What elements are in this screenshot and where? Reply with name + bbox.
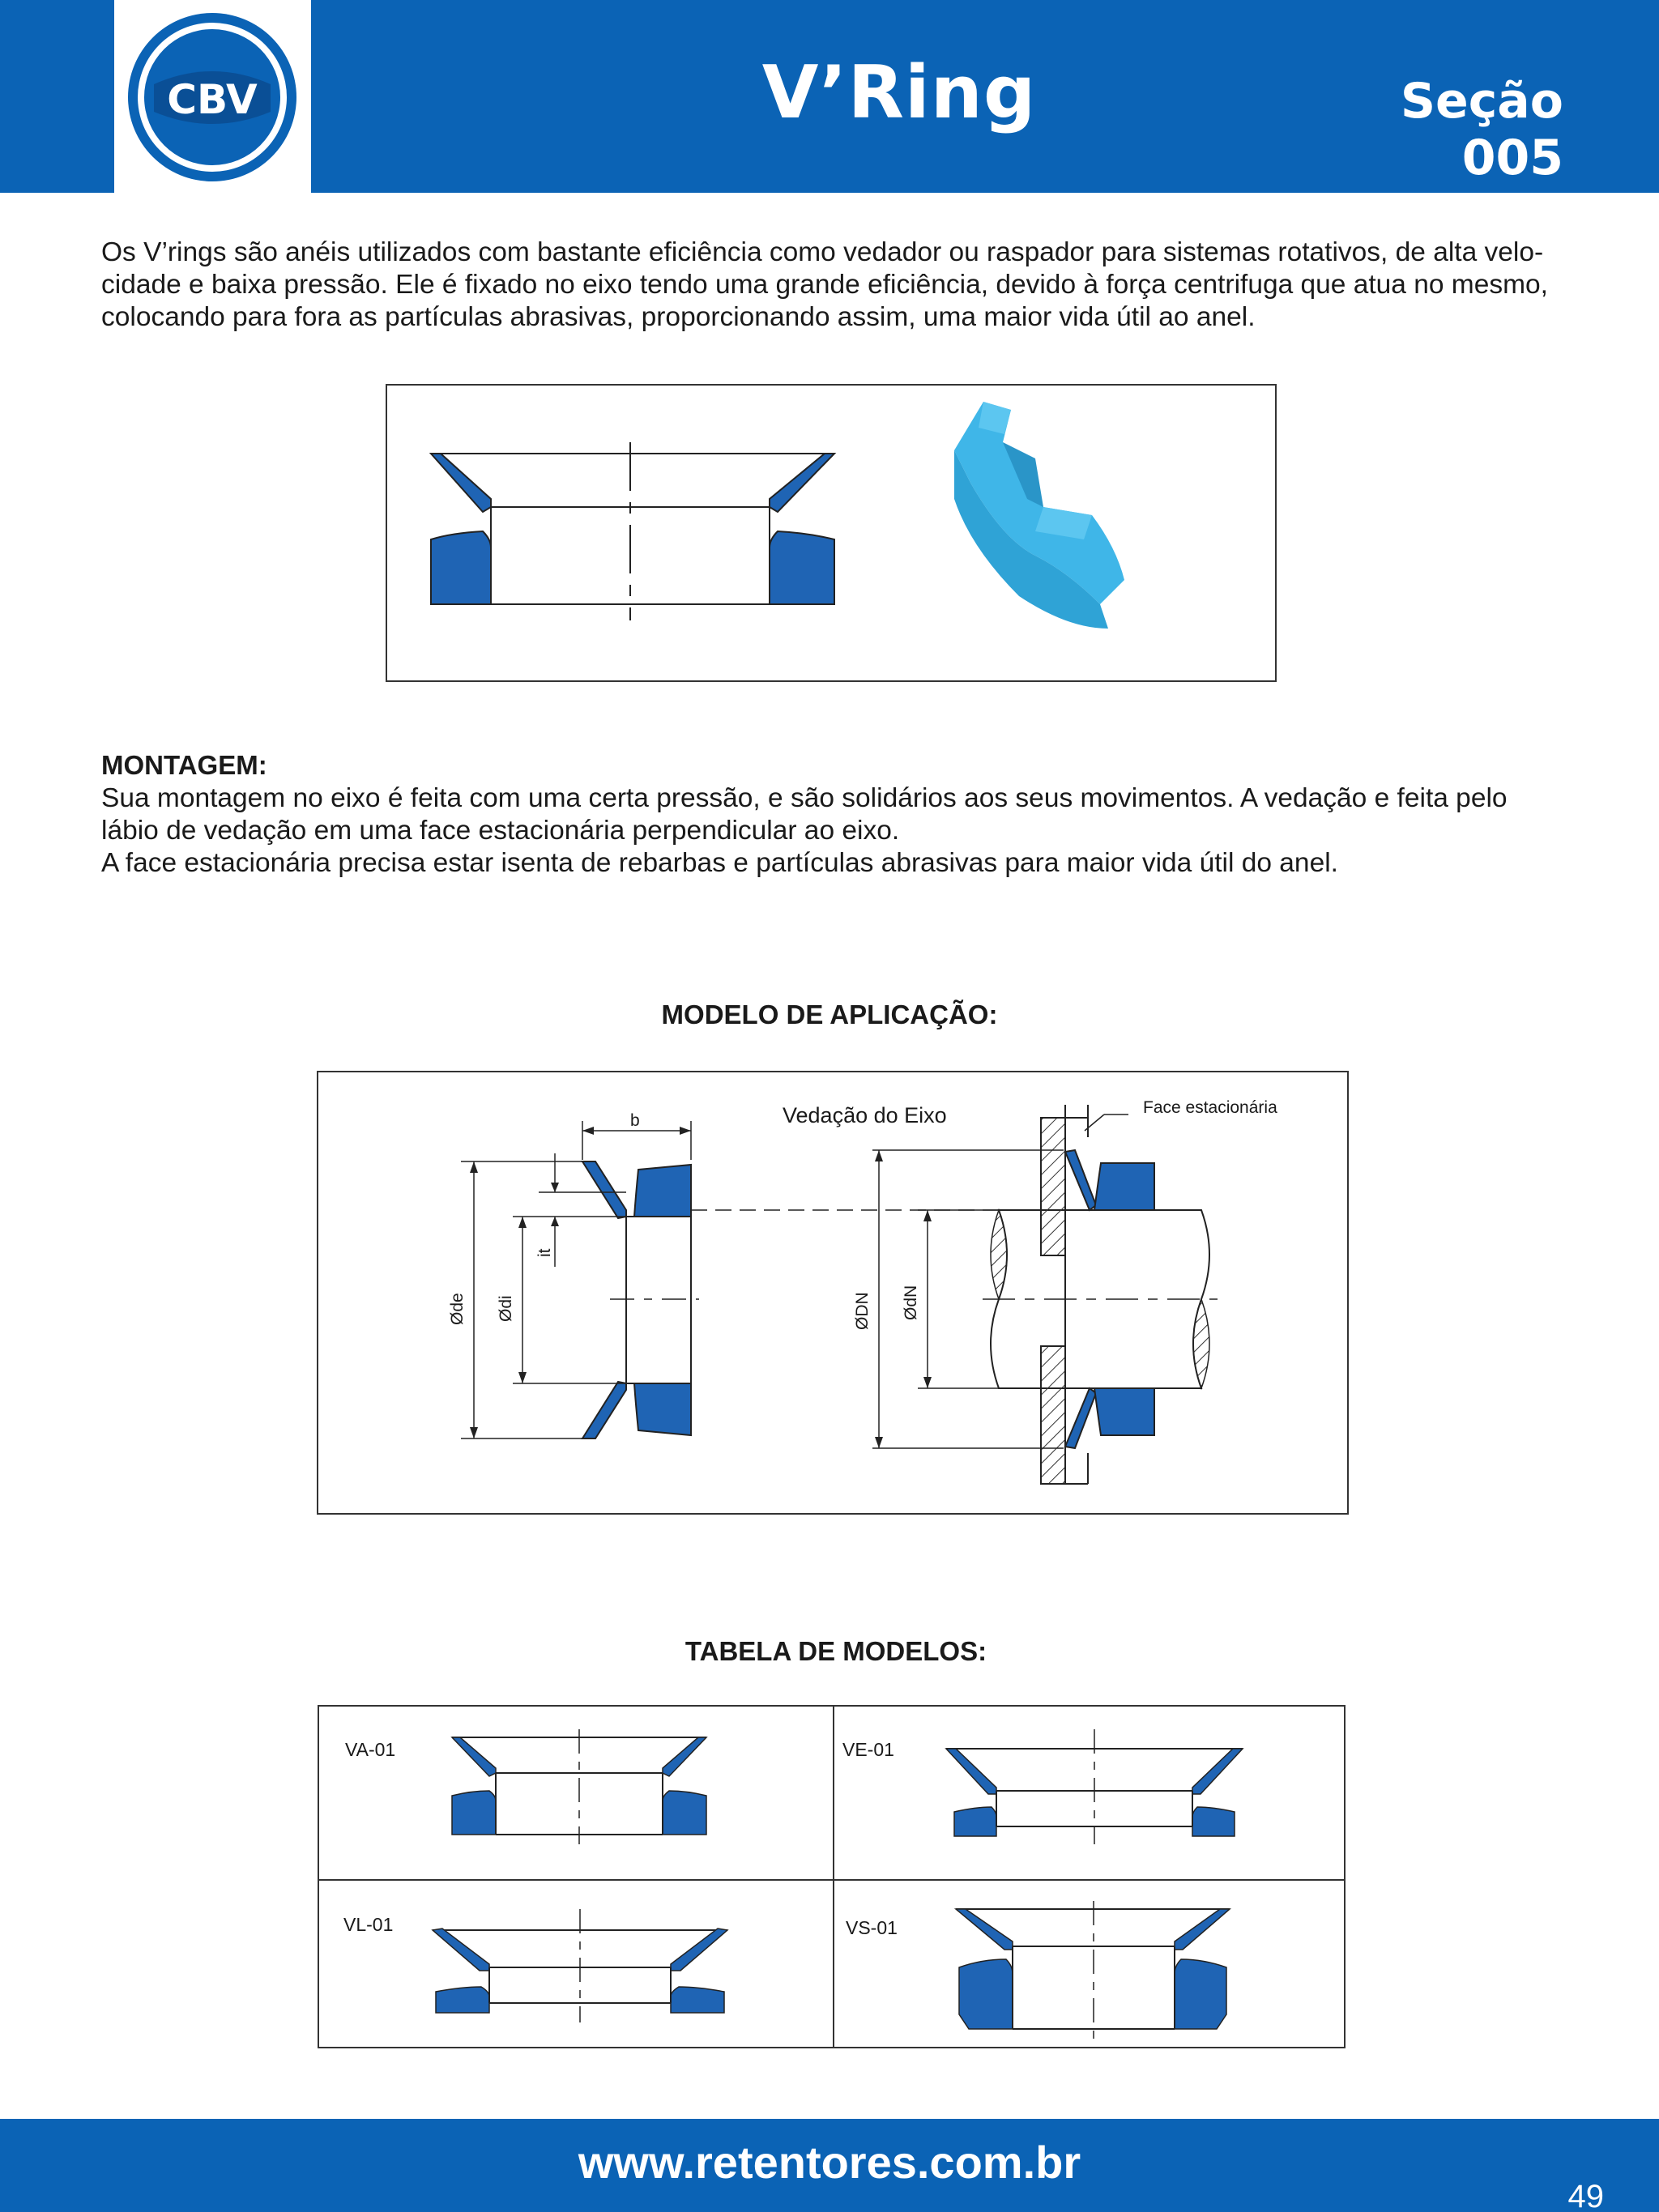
model-label-ve: VE-01 [842,1739,894,1760]
vring-figure [386,384,1277,682]
models-drawing [319,1707,1347,2050]
montagem-title: MONTAGEM: [101,750,267,780]
vring-3d-icon [954,402,1124,629]
application-drawing [318,1072,1350,1516]
logo-text: CBV [167,76,258,123]
model-vs-icon [956,1901,1230,2039]
label-b: b [630,1111,640,1130]
label-dN: ØdN [902,1285,920,1320]
page-title: V’Ring [761,50,1037,135]
logo-box [114,0,311,193]
model-label-vs: VS-01 [846,1917,898,1938]
label-vedacao: Vedação do Eixo [783,1103,947,1127]
intro-line: colocando para fora as partículas abrasivas, proporcionando assim, uma maior vida útil ao anel. [101,302,1256,332]
intro-paragraph [101,237,1559,334]
modelo-heading: MODELO DE APLICAÇÃO: [661,999,998,1029]
tabela-heading: TABELA DE MODELOS: [684,1636,987,1666]
label-DN: ØDN [853,1292,872,1330]
montagem-paragraph [101,782,1576,880]
label-di: Ødi [497,1295,515,1322]
model-va-icon [452,1729,706,1844]
intro-line: cidade e baixa pressão. Ele é fixado no eixo tendo uma grande eficiência, devido à força centrifuga que atua no mesmo, [101,270,1548,300]
application-diagram [317,1071,1349,1515]
website-link[interactable]: www.retentores.com.br [578,2137,1081,2188]
montagem-line: Sua montagem no eixo é feita com uma certa pressão, e são solidários aos seus movimentos. A vedação e feita pelo [101,783,1508,813]
section-label: Seção 005 [1400,73,1563,186]
cbv-logo-icon [125,10,300,185]
vring-section-drawing [387,386,1278,684]
model-vl-icon [433,1909,727,2022]
label-it: it [535,1248,554,1257]
models-table [318,1705,1346,2048]
intro-line: Os V’rings são anéis utilizados com bastante eficiência como vedador ou raspador para sistemas rotativos, de alta velo- [101,237,1544,267]
model-label-vl: VL-01 [343,1914,394,1935]
page-number: 49 [1567,2179,1604,2212]
label-face-estacionaria: Face estacionária [1143,1098,1277,1117]
model-label-va: VA-01 [345,1739,396,1760]
model-ve-icon [946,1729,1243,1844]
label-de: Øde [448,1293,467,1325]
montagem-line: A face estacionária precisa estar isenta de rebarbas e partículas abrasivas para maior vida útil do anel. [101,848,1338,878]
montagem-line: lábio de vedação em uma face estacionária perpendicular ao eixo. [101,816,900,846]
